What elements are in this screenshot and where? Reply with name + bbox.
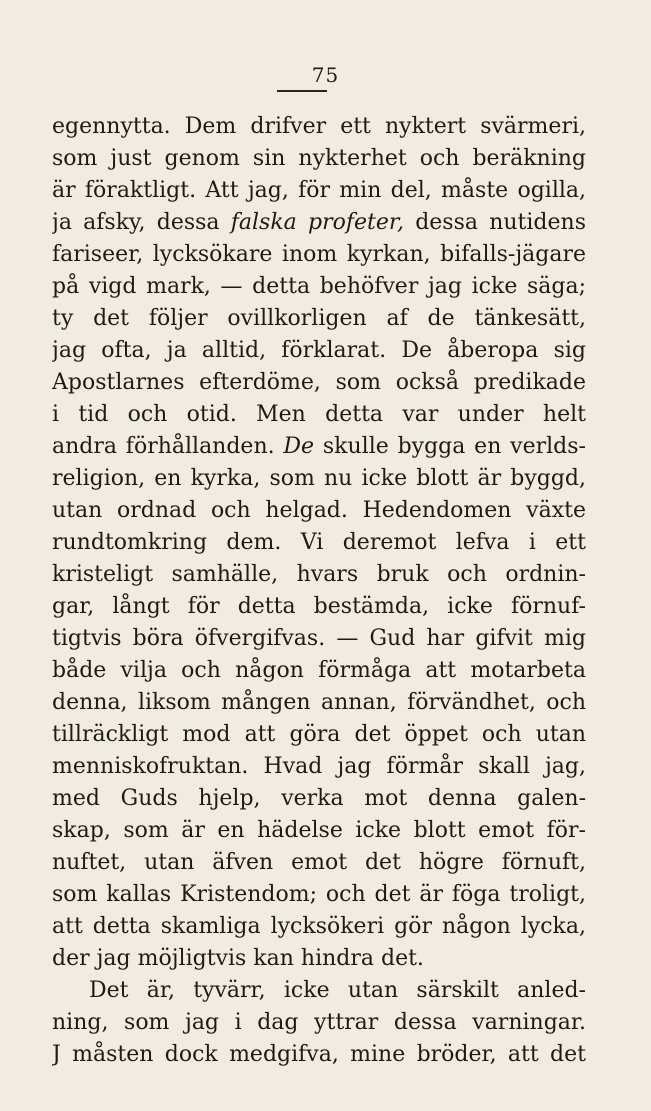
- text-line: rundtomkring dem. Vi deremot lefva i ett: [52, 530, 586, 555]
- text-line: egennytta. Dem drifver ett nyktert svärmeri,: [52, 114, 586, 139]
- text-line: både vilja och någon förmåga att motarbeta: [52, 658, 586, 683]
- text-line: att detta skamliga lycksökeri gör någon lycka,: [52, 914, 586, 939]
- text-line: ja afsky, dessa falska profeter, dessa nutidens: [52, 210, 586, 235]
- text-line: denna, liksom mången annan, förvändhet, och: [52, 690, 586, 715]
- text-line: på vigd mark, — detta behöfver jag icke säga;: [52, 274, 586, 299]
- text-line: menniskofruktan. Hvad jag förmår skall jag,: [52, 754, 586, 779]
- text-line: nuftet, utan äfven emot det högre förnuft,: [52, 850, 586, 875]
- text-line: är föraktligt. Att jag, för min del, måste ogilla,: [52, 178, 586, 203]
- text-line: med Guds hjelp, verka mot denna galen-: [52, 786, 586, 811]
- text-line: som kallas Kristendom; och det är föga troligt,: [52, 882, 586, 907]
- text-line: som just genom sin nykterhet och beräkning: [52, 146, 586, 171]
- text-line: jag ofta, ja alltid, förklarat. De åberopa sig: [52, 338, 586, 363]
- text-line: fariseer, lycksökare inom kyrkan, bifalls-jägare: [52, 242, 586, 267]
- text-line: tillräckligt mod att göra det öppet och utan: [52, 722, 586, 747]
- page-number: 75: [311, 63, 340, 87]
- text-line: J måsten dock medgifva, mine bröder, att det: [52, 1042, 586, 1067]
- text-line-paragraph-start: Det är, tyvärr, icke utan särskilt anled-: [89, 978, 586, 1003]
- italic-phrase: falska profeter,: [230, 210, 404, 235]
- text-line: skap, som är en hädelse icke blott emot för-: [52, 818, 586, 843]
- text-line-paragraph-end: der jag möjligtvis kan hindra det.: [52, 946, 424, 971]
- text-line: Apostlarnes efterdöme, som också predikade: [52, 370, 586, 395]
- italic-phrase: De: [283, 434, 315, 459]
- page-number-rule: [277, 90, 327, 92]
- text-line: utan ordnad och helgad. Hedendomen växte: [52, 498, 586, 523]
- text-line: kristeligt samhälle, hvars bruk och ordnin-: [52, 562, 586, 587]
- text-line: religion, en kyrka, som nu icke blott är byggd,: [52, 466, 586, 491]
- text-line: ty det följer ovillkorligen af de tänkesätt,: [52, 306, 586, 331]
- text-line: tigtvis böra öfvergifvas. — Gud har gifvit mig: [52, 626, 586, 651]
- text-line: i tid och otid. Men detta var under helt: [52, 402, 586, 427]
- text-line: gar, långt för detta bestämda, icke förnuf-: [52, 594, 586, 619]
- text-line: ning, som jag i dag yttrar dessa varningar.: [52, 1010, 586, 1035]
- body-text: [52, 111, 586, 1071]
- text-line: andra förhållanden. De skulle bygga en verlds-: [52, 434, 586, 459]
